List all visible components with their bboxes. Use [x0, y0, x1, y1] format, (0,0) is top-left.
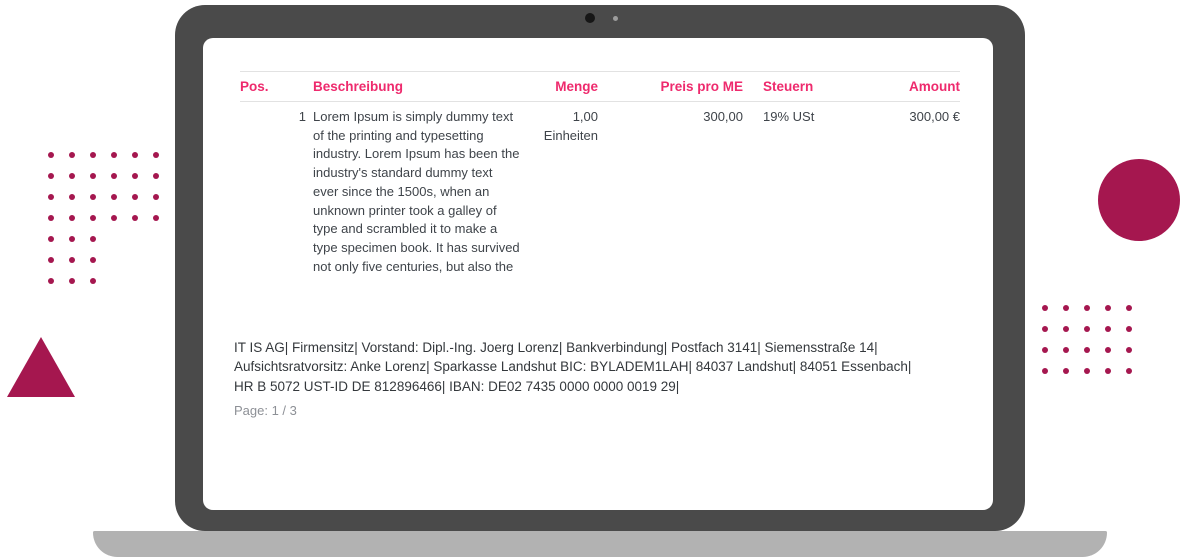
- decor-dot: [111, 173, 117, 179]
- decor-dot: [132, 173, 138, 179]
- column-header-steuern: Steuern: [763, 79, 814, 94]
- invoice-table-header: [240, 72, 960, 102]
- decor-dot: [1042, 347, 1048, 353]
- decor-dot: [69, 173, 75, 179]
- decor-dot: [1105, 347, 1111, 353]
- laptop-base: [93, 531, 1107, 557]
- laptop-screen: [203, 38, 993, 510]
- decor-dot: [69, 194, 75, 200]
- webcam-icon: [585, 13, 595, 23]
- column-header-pos: Pos.: [240, 79, 269, 94]
- decor-dot: [1084, 326, 1090, 332]
- decor-dot: [153, 194, 159, 200]
- decor-dot: [1063, 368, 1069, 374]
- decor-dot: [69, 215, 75, 221]
- decor-dot: [1063, 347, 1069, 353]
- decor-dot: [48, 215, 54, 221]
- decor-dot: [90, 236, 96, 242]
- decor-dot: [132, 152, 138, 158]
- cell-quantity: 1,00 Einheiten: [543, 109, 598, 143]
- decor-dot: [90, 257, 96, 263]
- decor-dot: [111, 194, 117, 200]
- decor-dot: [1042, 305, 1048, 311]
- webcam-led-icon: [613, 16, 618, 21]
- column-header-preis-pro-me: Preis pro ME: [660, 79, 743, 94]
- decor-dot: [1126, 368, 1132, 374]
- invoice-line-item-row: [240, 102, 960, 276]
- legal-footer: [234, 338, 976, 396]
- decor-dot: [90, 194, 96, 200]
- decor-dot: [69, 257, 75, 263]
- column-header-beschreibung: Beschreibung: [313, 79, 404, 94]
- cell-pos: 1: [298, 109, 306, 124]
- cell-description: Lorem Ipsum is simply dummy text of the printing and typesetting industry. Lorem Ipsum has been the industry's standard dummy text ever since the 1500s, when an unknown printer took a galley of type and scrambled it to make a type specimen book. It has survived not only five centuries, but also the: [313, 109, 520, 274]
- decor-dot: [48, 173, 54, 179]
- legal-footer-line: HR B 5072 UST-ID DE 812896466| IBAN: DE02 7435 0000 0000 0019 29|: [234, 378, 680, 394]
- column-header-amount: Amount: [909, 79, 960, 94]
- legal-footer-line: IT IS AG| Firmensitz| Vorstand: Dipl.-Ing. Joerg Lorenz| Bankverbindung| Postfach 3141| Siemensstraße 14|: [234, 340, 878, 355]
- decor-triangle: [7, 337, 75, 397]
- decor-dot: [132, 215, 138, 221]
- decor-dot: [1084, 368, 1090, 374]
- decor-dot: [48, 194, 54, 200]
- decor-dot: [1105, 305, 1111, 311]
- decor-dot: [153, 152, 159, 158]
- decor-dot: [69, 236, 75, 242]
- decor-dot: [111, 152, 117, 158]
- decor-circle: [1098, 159, 1180, 241]
- decor-dot: [1126, 305, 1132, 311]
- decor-dot: [1105, 326, 1111, 332]
- decor-dot: [69, 278, 75, 284]
- decor-dot: [1063, 326, 1069, 332]
- decor-dot: [1105, 368, 1111, 374]
- decor-dot: [90, 215, 96, 221]
- decor-dot: [90, 152, 96, 158]
- invoice-table: [240, 71, 960, 276]
- page-indicator: Page: 1 / 3: [234, 403, 297, 418]
- decor-dot: [69, 152, 75, 158]
- decor-dot: [1084, 305, 1090, 311]
- cell-amount: 300,00 €: [909, 109, 960, 124]
- decor-dot: [90, 278, 96, 284]
- cell-unit-price: 300,00: [703, 109, 743, 124]
- cell-tax: 19% USt: [763, 109, 815, 124]
- decor-dot: [48, 152, 54, 158]
- decor-dot: [132, 194, 138, 200]
- decor-dot: [90, 173, 96, 179]
- decor-dot: [48, 236, 54, 242]
- decor-dot: [1063, 305, 1069, 311]
- decor-dot: [1084, 347, 1090, 353]
- decor-dot: [153, 215, 159, 221]
- decor-dot: [48, 278, 54, 284]
- decor-dot: [153, 173, 159, 179]
- decor-dot: [1042, 326, 1048, 332]
- decor-dot: [1042, 368, 1048, 374]
- decor-dot: [1126, 326, 1132, 332]
- column-header-menge: Menge: [555, 79, 598, 94]
- decor-dot: [111, 215, 117, 221]
- legal-footer-line: Aufsichtsratvorsitz: Anke Lorenz| Sparkasse Landshut BIC: BYLADEM1LAH| 84037 Landshut| 84051 Essenbach|: [234, 359, 912, 375]
- decor-dot: [48, 257, 54, 263]
- decor-dot: [1126, 347, 1132, 353]
- laptop-bezel: [175, 5, 1025, 531]
